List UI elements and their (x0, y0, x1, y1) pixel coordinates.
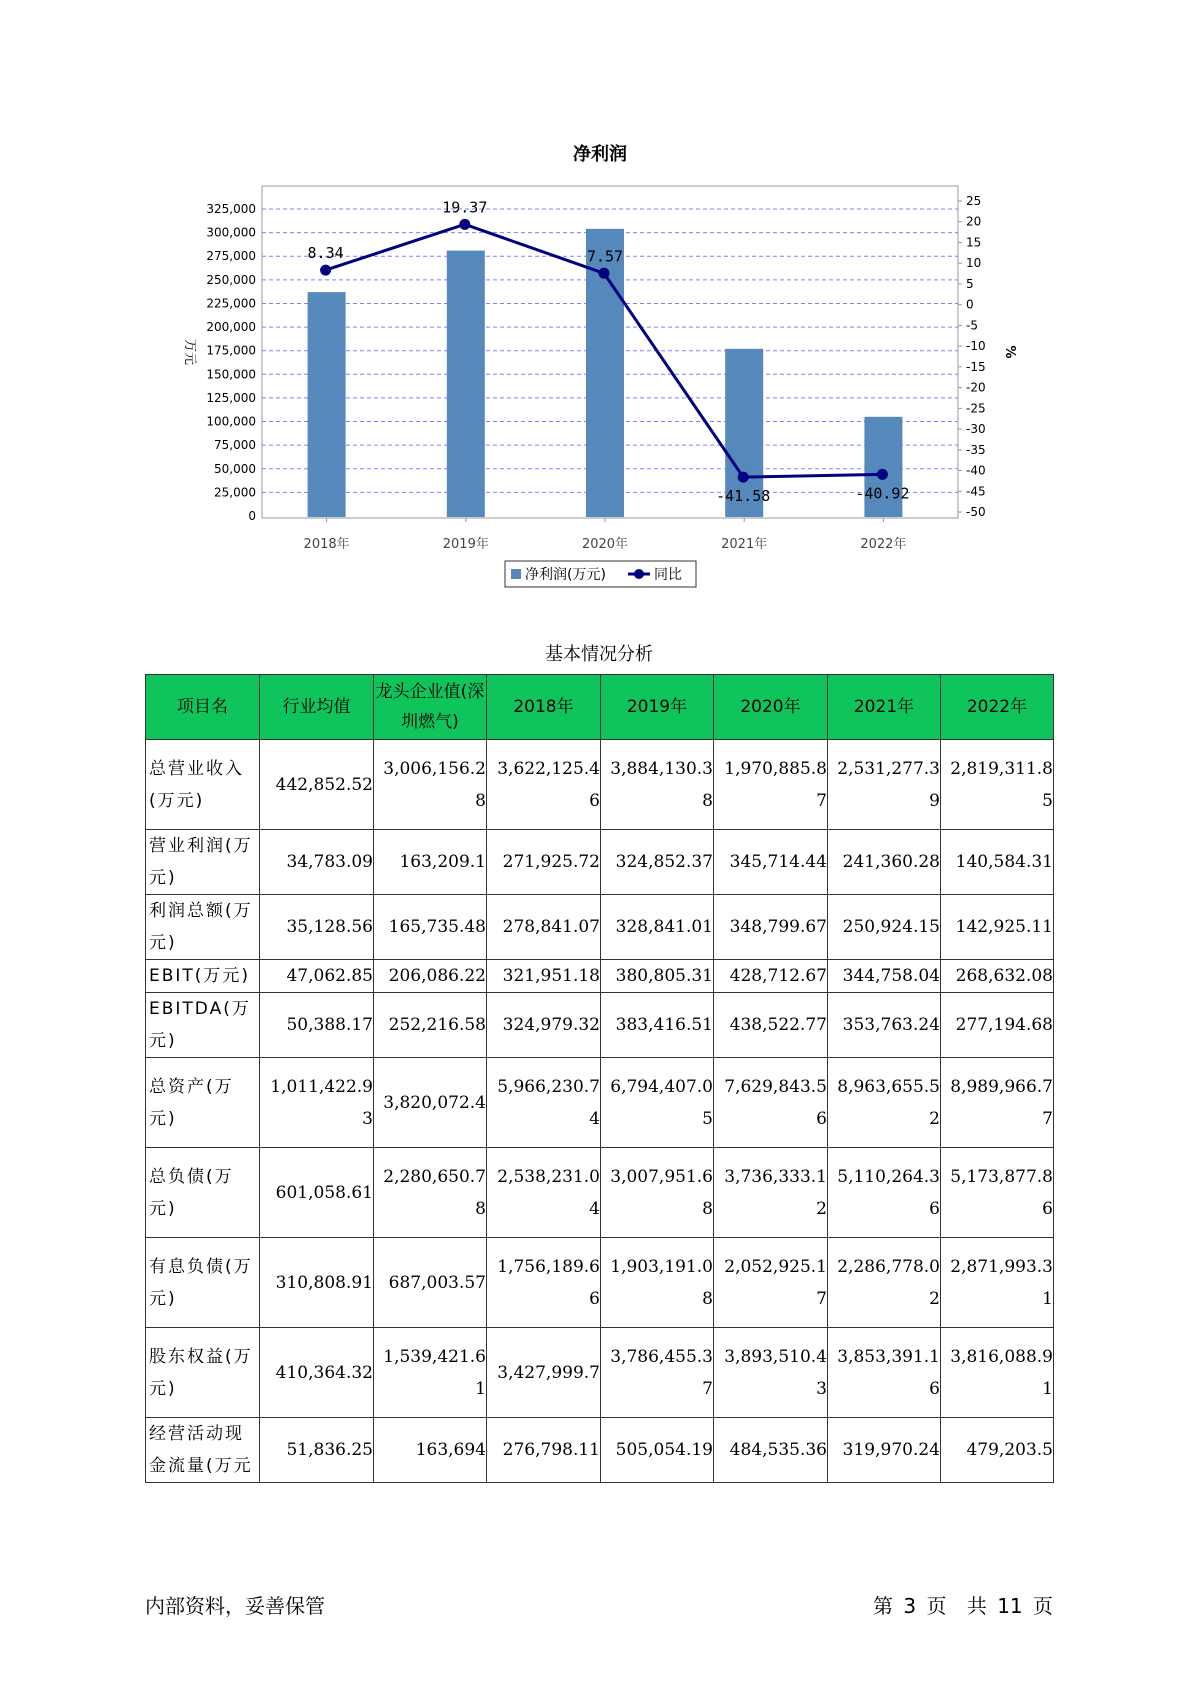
table-cell: 328,841.01 (601, 895, 714, 960)
x-axis-ticks (304, 518, 907, 552)
left-axis-ticks (206, 202, 256, 523)
legend-line-marker (634, 569, 644, 579)
table-cell: 438,522.77 (714, 993, 828, 1058)
table-cell: 2,871,993.31 (941, 1238, 1054, 1328)
table-row (146, 1328, 1054, 1418)
y-axis-label: 万元 (182, 338, 197, 366)
column-header: 行业均值 (260, 675, 374, 740)
table-cell: 383,416.51 (601, 993, 714, 1058)
table-cell: 3,007,951.68 (601, 1148, 714, 1238)
table-cell: 324,852.37 (601, 830, 714, 895)
yoy-point (320, 265, 331, 276)
table-row (146, 1058, 1054, 1148)
yoy-data-label: -41.58 (716, 487, 771, 506)
table-cell: 2,538,231.04 (487, 1148, 601, 1238)
y-tick-label: 75,000 (214, 438, 256, 453)
table-cell: 3,427,999.7 (487, 1328, 601, 1418)
table-cell: 601,058.61 (260, 1148, 374, 1238)
right-axis-ticks (958, 194, 986, 519)
y2-tick-label: -40 (966, 463, 986, 478)
y2-tick-label: -20 (966, 380, 986, 395)
y-tick-label: 300,000 (206, 225, 256, 240)
row-label: EBIT(万元) (146, 960, 260, 993)
table-row (146, 960, 1054, 993)
y2-tick-label: 25 (966, 194, 982, 208)
table-cell: 6,794,407.05 (601, 1058, 714, 1148)
table-cell: 505,054.19 (601, 1418, 714, 1483)
y-tick-label: 50,000 (214, 461, 256, 476)
table-cell: 3,622,125.46 (487, 740, 601, 830)
row-label: 总资产(万元) (146, 1058, 260, 1148)
y2-axis-label: % (1002, 345, 1017, 359)
row-label: 利润总额(万元) (146, 895, 260, 960)
y-tick-label: 25,000 (214, 485, 256, 500)
table-cell: 3,816,088.91 (941, 1328, 1054, 1418)
y2-tick-label: -35 (966, 442, 986, 457)
table-row (146, 740, 1054, 830)
table-cell: 142,925.11 (941, 895, 1054, 960)
table-row (146, 1418, 1054, 1483)
table-row (146, 993, 1054, 1058)
legend-line-label: 同比 (654, 567, 682, 583)
y-tick-label: 250,000 (206, 272, 256, 287)
y2-tick-label: -50 (966, 505, 986, 519)
yoy-data-label: -40.92 (855, 484, 910, 503)
row-label: 总营业收入(万元) (146, 740, 260, 830)
table-cell: 3,786,455.37 (601, 1328, 714, 1418)
column-header: 2018年 (487, 675, 601, 740)
x-tick-label: 2018年 (303, 537, 350, 552)
table-caption: 基本情况分析 (545, 644, 653, 665)
analysis-table (145, 674, 1054, 1483)
table-row (146, 1148, 1054, 1238)
table-cell: 271,925.72 (487, 830, 601, 895)
table-cell: 35,128.56 (260, 895, 374, 960)
table-cell: 140,584.31 (941, 830, 1054, 895)
table-cell: 2,052,925.17 (714, 1238, 828, 1328)
net-profit-chart (0, 0, 1191, 600)
yoy-point (738, 472, 749, 483)
column-header: 2021年 (828, 675, 941, 740)
y2-tick-label: -25 (966, 401, 986, 416)
table-cell: 34,783.09 (260, 830, 374, 895)
table-cell: 8,989,966.77 (941, 1058, 1054, 1148)
table-cell: 163,694 (374, 1418, 487, 1483)
column-header: 龙头企业值(深圳燃气) (374, 675, 487, 740)
confidential-note: 内部资料，妥善保管 (145, 1594, 325, 1618)
table-cell: 3,893,510.43 (714, 1328, 828, 1418)
row-label: 营业利润(万元) (146, 830, 260, 895)
table-cell: 5,966,230.74 (487, 1058, 601, 1148)
table-cell: 3,736,333.12 (714, 1148, 828, 1238)
table-row (146, 830, 1054, 895)
table-cell: 319,970.24 (828, 1418, 941, 1483)
total-pages: 11 (997, 1594, 1023, 1618)
table-cell: 3,006,156.28 (374, 740, 487, 830)
table-cell: 163,209.1 (374, 830, 487, 895)
y2-tick-label: -10 (966, 339, 986, 354)
x-tick-label: 2020年 (581, 537, 629, 552)
x-tick-label: 2022年 (860, 537, 907, 552)
y2-tick-label: 0 (966, 297, 974, 312)
table-cell: 2,286,778.02 (828, 1238, 941, 1328)
table-header-row (146, 675, 1054, 740)
y-tick-label: 100,000 (206, 414, 256, 429)
table-cell: 2,280,650.78 (374, 1148, 487, 1238)
bar-2018年 (308, 292, 346, 517)
y2-tick-label: -30 (966, 422, 986, 437)
table-cell: 479,203.5 (941, 1418, 1054, 1483)
table-cell: 241,360.28 (828, 830, 941, 895)
yoy-data-label: 8.34 (307, 244, 344, 263)
table-cell: 5,173,877.86 (941, 1148, 1054, 1238)
y-tick-label: 0 (248, 509, 256, 523)
table-cell: 344,758.04 (828, 960, 941, 993)
legend (505, 561, 696, 587)
column-header: 2020年 (714, 675, 828, 740)
table-cell: 1,903,191.08 (601, 1238, 714, 1328)
table-cell: 2,819,311.85 (941, 740, 1054, 830)
y-tick-label: 125,000 (206, 390, 256, 405)
column-header: 2019年 (601, 675, 714, 740)
table-cell: 47,062.85 (260, 960, 374, 993)
table-cell: 348,799.67 (714, 895, 828, 960)
page-number: 3 (903, 1594, 917, 1618)
table-cell: 1,756,189.66 (487, 1238, 601, 1328)
table-cell: 2,531,277.39 (828, 740, 941, 830)
table-cell: 428,712.67 (714, 960, 828, 993)
legend-bar-swatch (511, 569, 521, 579)
table-cell: 277,194.68 (941, 993, 1054, 1058)
table-cell: 50,388.17 (260, 993, 374, 1058)
row-label: 有息负债(万元) (146, 1238, 260, 1328)
table-row (146, 895, 1054, 960)
table-cell: 51,836.25 (260, 1418, 374, 1483)
table-cell: 1,539,421.61 (374, 1328, 487, 1418)
table-cell: 310,808.91 (260, 1238, 374, 1328)
bar-2019年 (447, 251, 485, 517)
total-prefix: 共 (966, 1594, 987, 1618)
y2-tick-label: 10 (966, 256, 982, 271)
table-cell: 353,763.24 (828, 993, 941, 1058)
y2-tick-label: -15 (966, 359, 986, 374)
yoy-point (877, 469, 888, 480)
x-tick-label: 2019年 (442, 537, 489, 552)
column-header: 项目名 (146, 675, 260, 740)
table-cell: 442,852.52 (260, 740, 374, 830)
y2-tick-label: -5 (966, 318, 978, 333)
table-row (146, 1238, 1054, 1328)
chart-title: 净利润 (573, 144, 627, 165)
table-cell: 250,924.15 (828, 895, 941, 960)
table-cell: 687,003.57 (374, 1238, 487, 1328)
y-tick-label: 200,000 (206, 320, 256, 335)
x-tick-label: 2021年 (721, 537, 768, 552)
table-cell: 276,798.11 (487, 1418, 601, 1483)
page-unit: 页 (926, 1594, 947, 1618)
table-cell: 7,629,843.56 (714, 1058, 828, 1148)
page-indicator (869, 1590, 1053, 1619)
y-tick-label: 175,000 (206, 343, 256, 358)
yoy-data-label: 19.37 (442, 198, 488, 217)
row-label: EBITDA(万元) (146, 993, 260, 1058)
y2-tick-label: 20 (966, 214, 982, 229)
table-cell: 165,735.48 (374, 895, 487, 960)
table-cell: 484,535.36 (714, 1418, 828, 1483)
table-cell: 268,632.08 (941, 960, 1054, 993)
column-header: 2022年 (941, 675, 1054, 740)
total-unit: 页 (1033, 1594, 1053, 1618)
yoy-point (459, 219, 470, 230)
table-cell: 3,884,130.38 (601, 740, 714, 830)
table-cell: 321,951.18 (487, 960, 601, 993)
row-label: 总负债(万元) (146, 1148, 260, 1238)
table-cell: 206,086.22 (374, 960, 487, 993)
table-cell: 410,364.32 (260, 1328, 374, 1418)
row-label: 股东权益(万元) (146, 1328, 260, 1418)
y-tick-label: 325,000 (206, 202, 256, 216)
table-cell: 278,841.07 (487, 895, 601, 960)
y-tick-label: 275,000 (206, 249, 256, 264)
table-cell: 324,979.32 (487, 993, 601, 1058)
table-cell: 1,970,885.87 (714, 740, 828, 830)
yoy-point (599, 268, 610, 279)
table-cell: 3,820,072.4 (374, 1058, 487, 1148)
table-cell: 345,714.44 (714, 830, 828, 895)
y-tick-label: 150,000 (206, 367, 256, 382)
table-cell: 8,963,655.52 (828, 1058, 941, 1148)
legend-bar-label: 净利润(万元) (525, 567, 606, 583)
y2-tick-label: 5 (966, 276, 974, 291)
yoy-data-label: 7.57 (586, 247, 624, 266)
table-cell: 252,216.58 (374, 993, 487, 1058)
table-cell: 5,110,264.36 (828, 1148, 941, 1238)
y-tick-label: 225,000 (206, 296, 256, 311)
y2-tick-label: -45 (966, 484, 986, 499)
row-label: 经营活动现金流量(万元 (146, 1418, 260, 1483)
table-cell: 380,805.31 (601, 960, 714, 993)
page-prefix: 第 (873, 1594, 894, 1618)
table-cell: 1,011,422.93 (260, 1058, 374, 1148)
table-cell: 3,853,391.16 (828, 1328, 941, 1418)
y2-tick-label: 15 (966, 235, 982, 250)
